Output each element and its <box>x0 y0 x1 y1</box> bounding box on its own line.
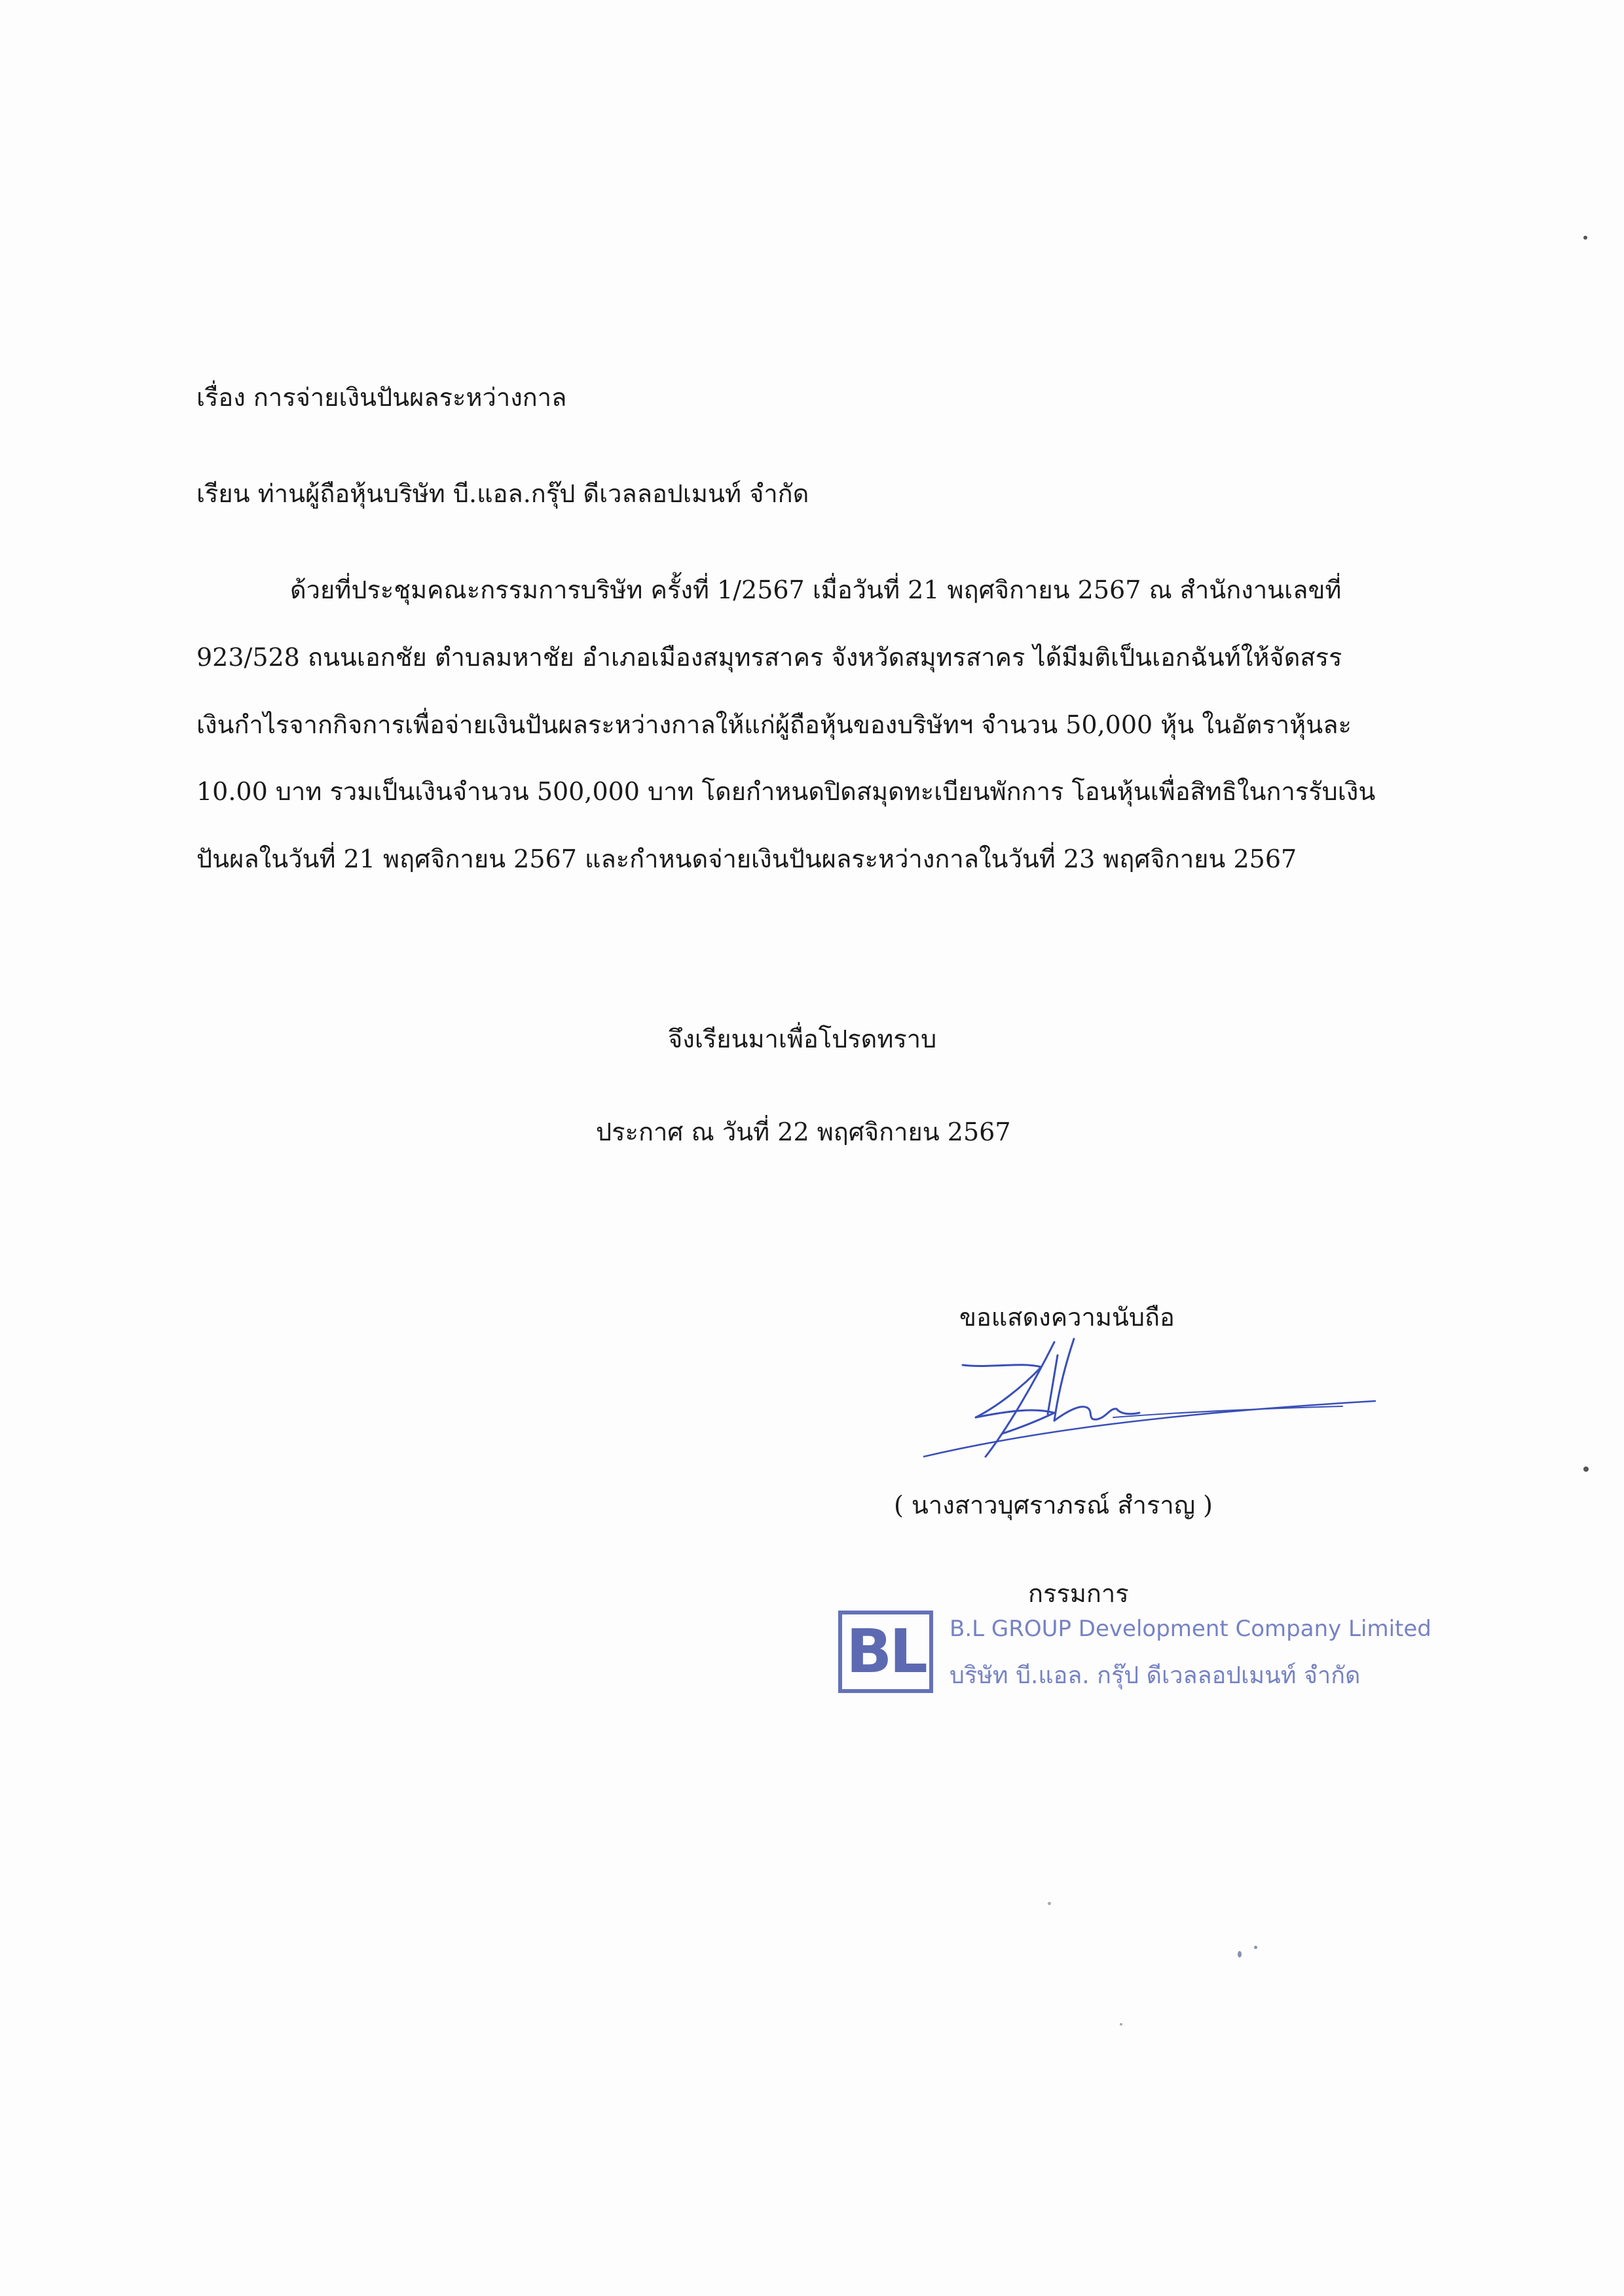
letter-closing: จึงเรียนมาเพื่อโปรดทราบ <box>668 1025 937 1053</box>
company-stamp <box>838 1611 1431 1702</box>
stamp-company-name-en: B.L GROUP Development Company Limited <box>950 1616 1431 1642</box>
stamp-company-name-th: บริษัท บี.แอล. กรุ๊ป ดีเวลลอปเมนท์ จำกัด <box>950 1662 1361 1689</box>
scan-speck <box>1238 1951 1242 1958</box>
scan-speck <box>1048 1902 1051 1905</box>
letter-salutation: เรียน ท่านผู้ถือหุ้นบริษัท บี.แอล.กรุ๊ป ดีเวลลอปเมนท์ จำกัด <box>196 479 809 508</box>
announcement-date: ประกาศ ณ วันที่ 22 พฤศจิกายน 2567 <box>596 1118 1011 1146</box>
scan-speck <box>1583 1467 1589 1472</box>
scan-speck <box>1254 1946 1257 1949</box>
scan-speck <box>1120 2023 1122 2026</box>
letter-subject: เรื่อง การจ่ายเงินปันผลระหว่างกาล <box>196 383 567 412</box>
signer-position: กรรมการ <box>1028 1579 1129 1608</box>
letter-regards: ขอแสดงความนับถือ <box>959 1303 1175 1332</box>
body-line-1: ด้วยที่ประชุมคณะกรรมการบริษัท ครั้งที่ 1/2567 เมื่อวันที่ 21 พฤศจิกายน 2567 ณ สำนักงานเลขที่ <box>290 575 1342 604</box>
signer-name: ( นางสาวบุศราภรณ์ สำราญ ) <box>894 1491 1213 1520</box>
handwritten-signature <box>923 1336 1382 1467</box>
body-line-2: 923/528 ถนนเอกชัย ตำบลมหาชัย อำเภอเมืองสมุทรสาคร จังหวัดสมุทรสาคร ได้มีมติเป็นเอกฉันท์ให้จัดสรร <box>196 643 1342 672</box>
body-line-3: เงินกำไรจากกิจการเพื่อจ่ายเงินปันผลระหว่างกาลให้แก่ผู้ถือหุ้นของบริษัทฯ จำนวน 50,000 หุ้น ในอัตราหุ้นละ <box>196 710 1352 739</box>
body-line-4: 10.00 บาท รวมเป็นเงินจำนวน 500,000 บาท โดยกำหนดปิดสมุดทะเบียนพักการ โอนหุ้นเพื่อสิทธิในการรับเงิน <box>196 777 1376 806</box>
company-logo-stamp: BL <box>838 1611 933 1693</box>
scan-speck <box>1583 236 1587 240</box>
body-line-5: ปันผลในวันที่ 21 พฤศจิกายน 2567 และกำหนดจ่ายเงินปันผลระหว่างกาลในวันที่ 23 พฤศจิกายน 2567 <box>196 845 1297 873</box>
